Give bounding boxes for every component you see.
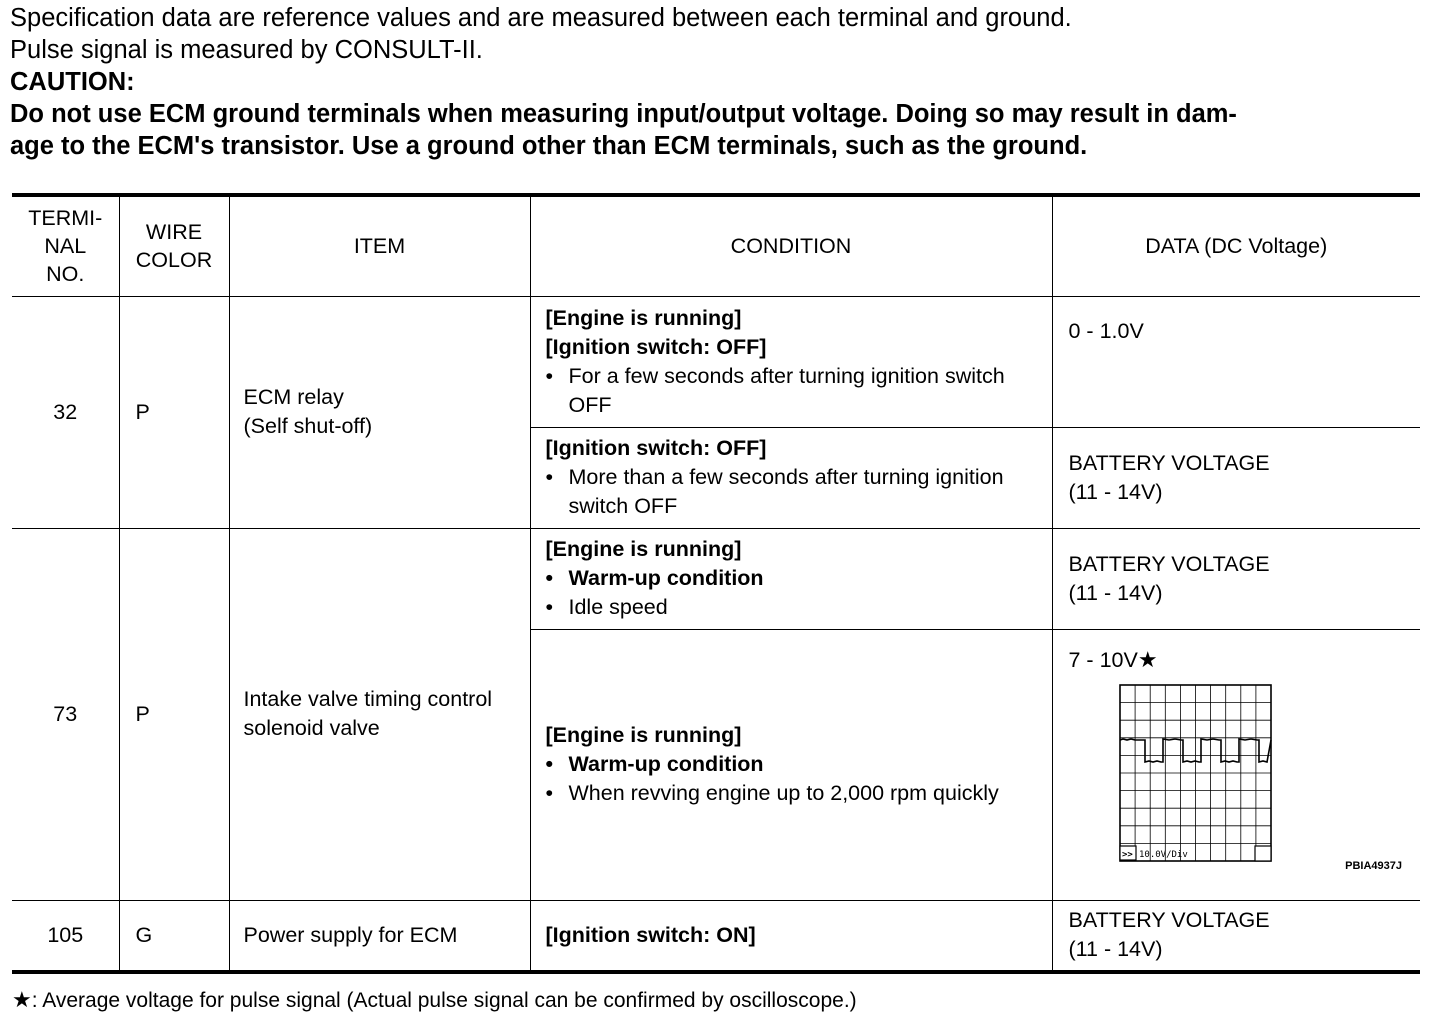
header-data: DATA (DC Voltage) <box>1052 195 1420 296</box>
condition-cell <box>530 629 1052 900</box>
condition-heading: [Engine is running] <box>545 723 742 747</box>
data-line-1: BATTERY VOLTAGE <box>1068 450 1270 475</box>
item-cell <box>229 296 530 528</box>
condition-heading: [Ignition switch: OFF] <box>545 436 767 460</box>
oscilloscope-waveform-icon <box>1119 684 1275 864</box>
table-row <box>12 528 1420 629</box>
header-terminal-l1: TERMI- <box>28 206 103 231</box>
condition-heading: [Ignition switch: OFF] <box>545 334 767 359</box>
wire-color-cell: P <box>119 528 229 900</box>
condition-bullet: • Idle speed <box>546 593 1046 622</box>
header-wire-l1: WIRE <box>145 220 203 245</box>
header-terminal-l2: NAL <box>44 234 87 259</box>
item-line-2: solenoid valve <box>243 716 380 740</box>
data-line-1: BATTERY VOLTAGE <box>1068 551 1270 576</box>
data-cell <box>1052 528 1420 629</box>
intro-line-2: Pulse signal is measured by CONSULT-II. <box>10 36 483 64</box>
caution-text-1: Do not use ECM ground terminals when measuring input/output voltage. Doing so may result in dam- <box>10 100 1237 128</box>
data-line-2: (11 - 14V) <box>1068 479 1163 504</box>
data-line-2: (11 - 14V) <box>1068 937 1163 962</box>
condition-bullet: • Warm-up condition <box>546 750 1046 779</box>
footnote <box>12 987 857 1014</box>
caution-text-2: age to the ECM's transistor. Use a ground other than ECM terminals, such as the ground. <box>10 132 1088 160</box>
table-row <box>12 900 1420 972</box>
item-line-1: ECM relay <box>243 385 344 409</box>
condition-cell <box>530 296 1052 427</box>
item-cell <box>229 528 530 900</box>
condition-cell <box>530 900 1052 972</box>
star-icon: ★ <box>1137 646 1158 672</box>
figure-code: PBIA4937J <box>1345 859 1402 872</box>
table-header-row <box>12 195 1420 296</box>
header-terminal-l3: NO. <box>46 262 85 287</box>
header-wire-color <box>119 195 229 296</box>
header-item: ITEM <box>229 195 530 296</box>
condition-cell <box>530 528 1052 629</box>
table-row <box>12 296 1420 427</box>
scope-scale-label: 10.0V/Div <box>1138 849 1188 860</box>
condition-heading: [Engine is running] <box>545 537 742 561</box>
data-cell <box>1052 900 1420 972</box>
condition-bullet: • For a few seconds after turning ignition switch OFF <box>546 362 1046 420</box>
wire-color-cell: G <box>119 900 229 972</box>
wire-color-cell: P <box>119 296 229 528</box>
item-line-2: (Self shut-off) <box>243 414 373 438</box>
data-line-1: BATTERY VOLTAGE <box>1068 908 1270 933</box>
terminal-cell: 73 <box>12 528 119 900</box>
condition-bullet: • More than a few seconds after turning ignition switch OFF <box>546 463 1046 521</box>
terminal-cell: 32 <box>12 296 119 528</box>
star-icon: ★ <box>12 987 32 1012</box>
condition-bullet: • When revving engine up to 2,000 rpm quickly <box>546 779 1046 808</box>
terminal-cell: 105 <box>12 900 119 972</box>
caution-label: CAUTION: <box>10 68 135 96</box>
header-wire-l2: COLOR <box>135 248 213 273</box>
header-condition: CONDITION <box>530 195 1052 296</box>
scope-prefix-label: >> <box>1121 849 1133 860</box>
condition-bullet: • Warm-up condition <box>546 564 1046 593</box>
data-cell <box>1052 427 1420 528</box>
condition-heading: [Engine is running] <box>545 305 742 330</box>
pulse-voltage-value: 7 - 10V <box>1068 647 1138 672</box>
data-cell <box>1052 629 1420 900</box>
header-terminal-no <box>12 195 119 296</box>
data-line-2: (11 - 14V) <box>1068 580 1163 605</box>
ecm-terminal-table <box>12 193 1420 974</box>
data-cell: 0 - 1.0V <box>1052 296 1420 427</box>
pulse-signal-figure <box>1069 646 1421 876</box>
item-cell: Power supply for ECM <box>229 900 530 972</box>
item-line-1: Intake valve timing control <box>243 687 493 711</box>
footnote-text: : Average voltage for pulse signal (Actual pulse signal can be confirmed by oscilloscope.) <box>31 989 857 1012</box>
data-pulse-voltage <box>1069 646 1421 674</box>
intro-text <box>10 2 1440 162</box>
intro-line-1: Specification data are reference values and are measured between each terminal and ground. <box>10 4 1072 32</box>
condition-cell <box>530 427 1052 528</box>
condition-heading: [Ignition switch: ON] <box>545 922 756 947</box>
